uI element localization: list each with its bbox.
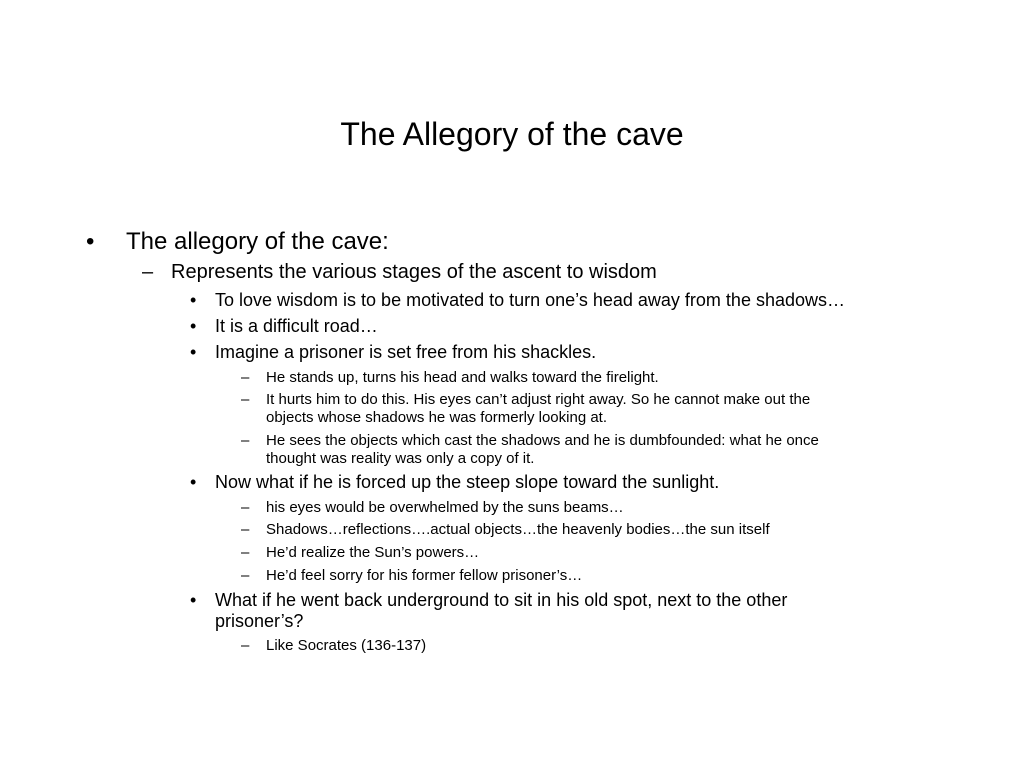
list-item: Represents the various stages of the ascent to wisdom [171, 261, 657, 283]
list-item: his eyes would be overwhelmed by the suns beams… [266, 499, 624, 516]
bullet-marker: – [241, 499, 250, 516]
bullet-marker: • [190, 472, 197, 492]
bullet-marker: – [241, 432, 250, 449]
list-item: He sees the objects which cast the shadows and he is dumbfounded: what he once [266, 432, 819, 449]
bullet-marker: • [86, 228, 95, 255]
list-item: He stands up, turns his head and walks toward the firelight. [266, 369, 659, 386]
list-item: He’d realize the Sun’s powers… [266, 544, 480, 561]
bullet-marker: – [241, 369, 250, 386]
list-item: The allegory of the cave: [126, 228, 389, 255]
bullet-marker: • [190, 316, 197, 336]
list-item: Like Socrates (136-137) [266, 637, 427, 654]
bullet-marker: – [241, 521, 250, 538]
list-item-continuation: objects whose shadows he was formerly looking at. [266, 409, 608, 426]
list-item: Shadows…reflections….actual objects…the heavenly bodies…the sun itself [266, 521, 770, 538]
list-item: Now what if he is forced up the steep slope toward the sunlight. [215, 472, 720, 492]
bullet-marker: • [190, 342, 197, 362]
list-item: To love wisdom is to be motivated to turn one’s head away from the shadows… [215, 290, 845, 310]
bullet-marker: – [241, 391, 250, 408]
list-item: What if he went back underground to sit in his old spot, next to the other [215, 590, 788, 610]
bullet-marker: • [190, 290, 197, 310]
bullet-marker: • [190, 590, 197, 610]
bullet-marker: – [241, 567, 250, 584]
bullet-marker: – [241, 637, 250, 654]
slide-title: The Allegory of the cave [340, 116, 684, 152]
list-item: Imagine a prisoner is set free from his shackles. [215, 342, 597, 362]
list-item-continuation: thought was reality was only a copy of it. [266, 450, 535, 467]
bullet-marker: – [142, 261, 154, 283]
list-item: It is a difficult road… [215, 316, 378, 336]
list-item: It hurts him to do this. His eyes can’t adjust right away. So he cannot make out the [266, 391, 811, 408]
list-item-continuation: prisoner’s? [215, 611, 304, 631]
bullet-marker: – [241, 544, 250, 561]
list-item: He’d feel sorry for his former fellow prisoner’s… [266, 567, 583, 584]
